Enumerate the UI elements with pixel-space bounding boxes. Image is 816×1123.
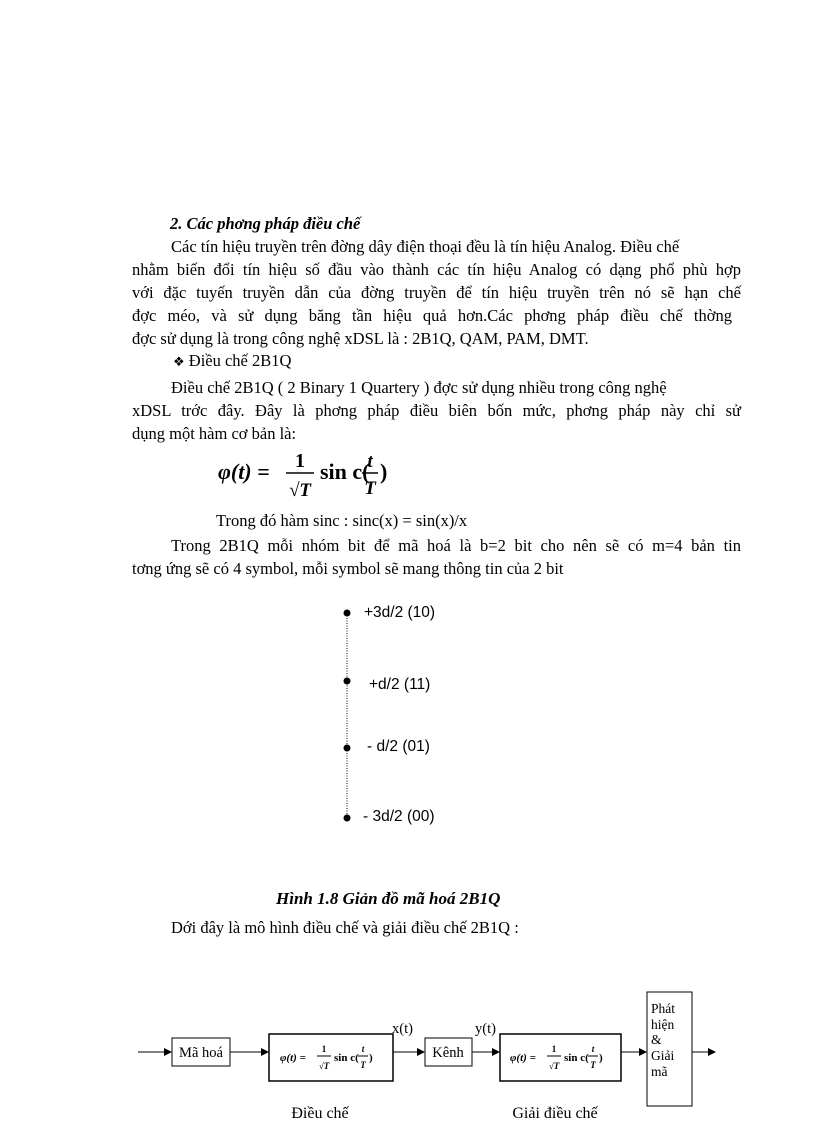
- signal-y-label: y(t): [475, 1021, 496, 1037]
- constellation-point-3: [344, 745, 351, 752]
- diamond-bullet-icon: ❖: [173, 355, 185, 370]
- formula-lhs: φ(t) =: [218, 459, 270, 484]
- formula-numerator: 1: [295, 450, 305, 472]
- subsection-paragraph-line-3: dụng một hàm cơ bản là:: [132, 424, 297, 443]
- mod-formula-num: 1: [321, 1044, 327, 1054]
- constellation-diagram: [330, 595, 490, 840]
- constellation-point-4: [344, 815, 351, 822]
- constellation-label-1: +3d/2 (10): [364, 604, 436, 621]
- paragraph2-line-1: Trong 2B1Q mỗi nhóm bit để mã hoá là b=2 bit cho nên sẽ có m=4 bản tin: [171, 536, 741, 555]
- mod-formula-T: T: [360, 1060, 366, 1070]
- mod-formula-t: t: [361, 1044, 365, 1054]
- demodulation-label: Giải điều chế: [512, 1105, 598, 1122]
- paragraph2-line-2: tơng ứng sẽ có 4 symbol, mỗi symbol sẽ mang thông tin của 2 bit: [132, 559, 564, 578]
- section-paragraph-line-3: với đặc tuyến truyền dẫn của đờng truyền để tín hiệu truyền trên nó sẽ hạn chế: [132, 283, 741, 302]
- section-paragraph-line-1: Các tín hiệu truyền trên đờng dây điện thoại đều là tín hiệu Analog. Điều chế: [171, 237, 680, 256]
- mod-formula-close: ): [369, 1052, 373, 1064]
- modulation-label: Điều chế: [291, 1105, 349, 1122]
- constellation-point-1: [344, 610, 351, 617]
- subsection-paragraph-line-2: xDSL trớc đây. Đây là phơng pháp điều biên bốn mức, phơng pháp này chỉ sử: [132, 401, 741, 420]
- formula-close: ): [380, 459, 388, 484]
- subsection-title: Điều chế 2B1Q: [188, 351, 292, 370]
- section-paragraph-line-4: đợc méo, và sử dụng băng tần hiệu quả hơn.Các phơng pháp điều chế thờng: [132, 306, 732, 325]
- mod-formula-den: √T: [318, 1061, 330, 1071]
- formula-inner-num: t: [367, 451, 373, 472]
- mod-formula-lhs: φ(t) =: [280, 1052, 306, 1064]
- demod-formula-func: sin c(: [564, 1052, 589, 1064]
- phi-formula: [214, 446, 414, 502]
- section-paragraph-line-5: đợc sử dụng là trong công nghệ xDSL là : 2B1Q, QAM, PAM, DMT.: [132, 329, 589, 348]
- intro-line: Dới đây là mô hình điều chế và giải điều chế 2B1Q :: [171, 918, 519, 937]
- demod-formula-close: ): [599, 1052, 603, 1064]
- subsection-title-row: [173, 350, 291, 374]
- encoder-label: Mã hoá: [179, 1045, 223, 1061]
- section-paragraph-line-2: nhằm biến đổi tín hiệu số đầu vào thành các tín hiệu Analog có dạng phổ phù hợp: [132, 260, 741, 279]
- detector-label-1: Phát: [651, 1001, 676, 1016]
- detector-label-5: mã: [651, 1064, 668, 1079]
- figure-caption: Hình 1.8 Giản đồ mã hoá 2B1Q: [276, 889, 501, 908]
- formula-denominator: √T: [288, 480, 312, 501]
- block-diagram: [130, 985, 730, 1123]
- detector-label-3: &: [651, 1032, 662, 1047]
- channel-label: Kênh: [432, 1045, 464, 1061]
- mod-formula-func: sin c(: [334, 1052, 359, 1064]
- constellation-point-2: [344, 678, 351, 685]
- demod-formula-den: √T: [548, 1061, 560, 1071]
- formula-inner-den: T: [364, 478, 376, 499]
- sinc-note: Trong đó hàm sinc : sinc(x) = sin(x)/x: [216, 511, 468, 530]
- section-heading: 2. Các phơng pháp điều chế: [170, 214, 361, 233]
- demod-formula-T: T: [590, 1060, 596, 1070]
- demod-formula-lhs: φ(t) =: [510, 1052, 536, 1064]
- signal-x-label: x(t): [392, 1021, 413, 1037]
- formula-func: sin c(: [320, 459, 370, 484]
- subsection-paragraph-line-1: Điều chế 2B1Q ( 2 Binary 1 Quartery ) đợc sử dụng nhiều trong công nghệ: [171, 378, 667, 397]
- demod-formula-t: t: [591, 1044, 595, 1054]
- demod-formula-num: 1: [551, 1044, 557, 1054]
- detector-label-2: hiện: [651, 1017, 675, 1032]
- constellation-label-4: - 3d/2 (00): [363, 808, 435, 825]
- detector-label-4: Giải: [651, 1048, 675, 1063]
- constellation-label-3: - d/2 (01): [367, 738, 430, 755]
- constellation-label-2: +d/2 (11): [369, 676, 431, 693]
